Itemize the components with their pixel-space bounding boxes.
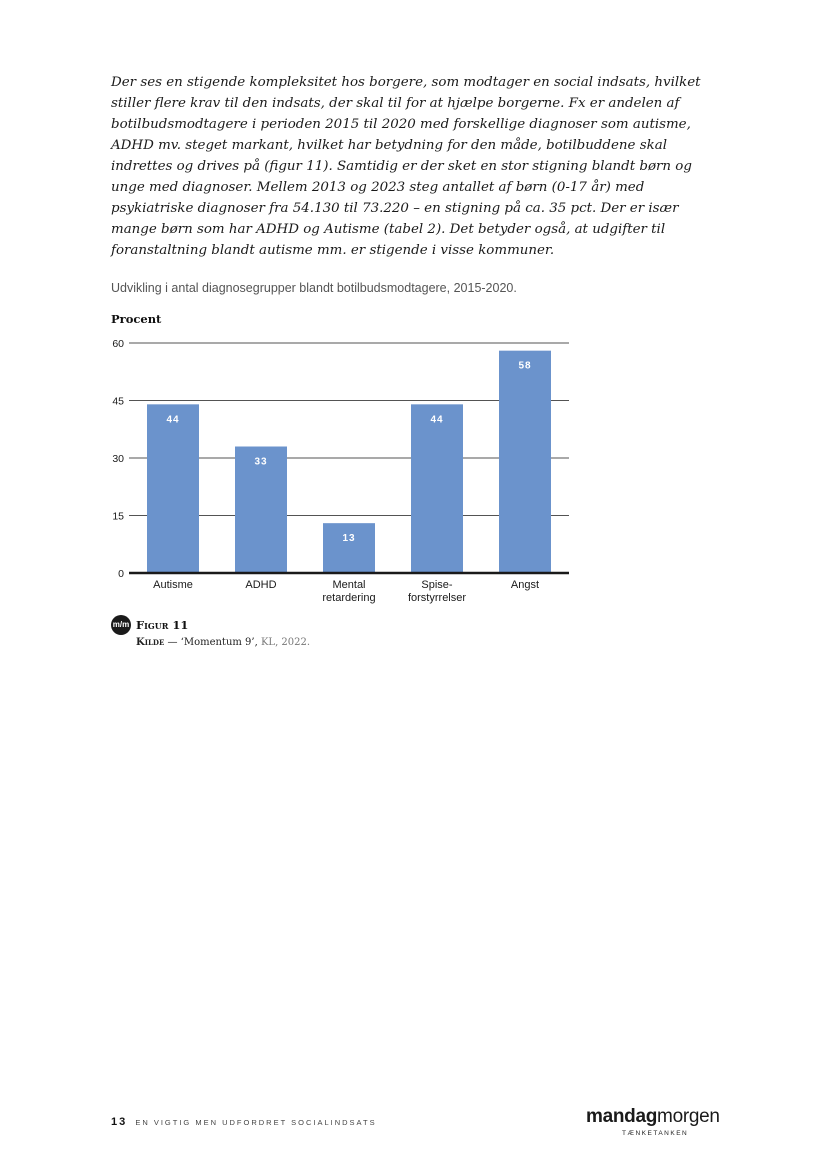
source-reference: KL, 2022. <box>257 637 311 648</box>
bar <box>411 404 463 573</box>
brand-name-part2: morgen <box>657 1106 720 1127</box>
y-tick-label: 45 <box>112 395 124 408</box>
y-tick-label: 30 <box>112 453 124 465</box>
data-label: 13 <box>342 533 356 545</box>
source-title: ‘Momentum 9’, <box>180 637 258 648</box>
mm-logo-icon: m/m <box>111 615 131 635</box>
x-tick-label: Autisme <box>153 579 193 591</box>
x-tick-label: Angst <box>510 579 540 591</box>
y-tick-label: 15 <box>112 510 124 523</box>
data-label: 33 <box>254 456 268 468</box>
brand-name-part1: mandag <box>586 1106 658 1127</box>
chart-title: Udvikling i antal diagnosegrupper blandt botilbudsmodtagere, 2015-2020. <box>111 281 517 295</box>
brand-logo <box>586 1106 720 1128</box>
y-tick-label: 0 <box>118 568 124 580</box>
x-tick-label: forstyrrelser <box>407 592 467 604</box>
data-label: 44 <box>430 414 444 426</box>
bar <box>147 404 199 573</box>
bar-chart <box>0 330 827 610</box>
document-title: EN VIGTIG MEN UDFORDRET SOCIALINDSATS <box>135 1118 377 1127</box>
bar <box>323 523 375 573</box>
data-label: 44 <box>166 414 180 426</box>
page-number: 13 <box>111 1116 128 1128</box>
x-tick-label: retardering <box>322 592 376 604</box>
y-axis-label: Procent <box>111 312 162 326</box>
x-tick-label: Spise- <box>421 579 453 591</box>
body-paragraph: Der ses en stigende kompleksitet hos borgere, som modtager en social indsats, hvilket stiller flere krav til den indsats, der skal til for at hjælpe borgerne. Fx er andelen af botilbudsmodtagere i perioden 2015 til 2020 med forskellige diagnoser som autisme, ADHD mv. steget markant, hvilket har betydning for den måde, botilbuddene skal indrettes og drives på (figur 11). Samtidig er der sket en stor stigning blandt børn og unge med diagnoser. Mellem 2013 og 2023 steg antallet af børn (0-17 år) med psykiatriske diagnoser fra 54.130 til 73.220 – en stigning på ca. 35 pct. Der er især mange børn som har ADHD og Autisme (tabel 2). Det betyder også, at udgifter til foranstaltning blandt autisme mm. er stigende i visse kommuner. <box>111 75 701 258</box>
bar <box>499 351 551 573</box>
source-key: Kilde <box>136 637 165 648</box>
source-dash: — <box>164 637 181 648</box>
x-tick-label: ADHD <box>245 579 277 591</box>
figure-label: Figur 11 <box>136 618 189 632</box>
page-footer <box>111 1116 377 1128</box>
brand-subtitle: TÆNKETANKEN <box>622 1130 689 1137</box>
x-tick-label: Mental <box>332 579 366 591</box>
data-label: 58 <box>518 360 532 372</box>
figure-source <box>136 637 310 648</box>
y-tick-label: 60 <box>112 338 124 350</box>
